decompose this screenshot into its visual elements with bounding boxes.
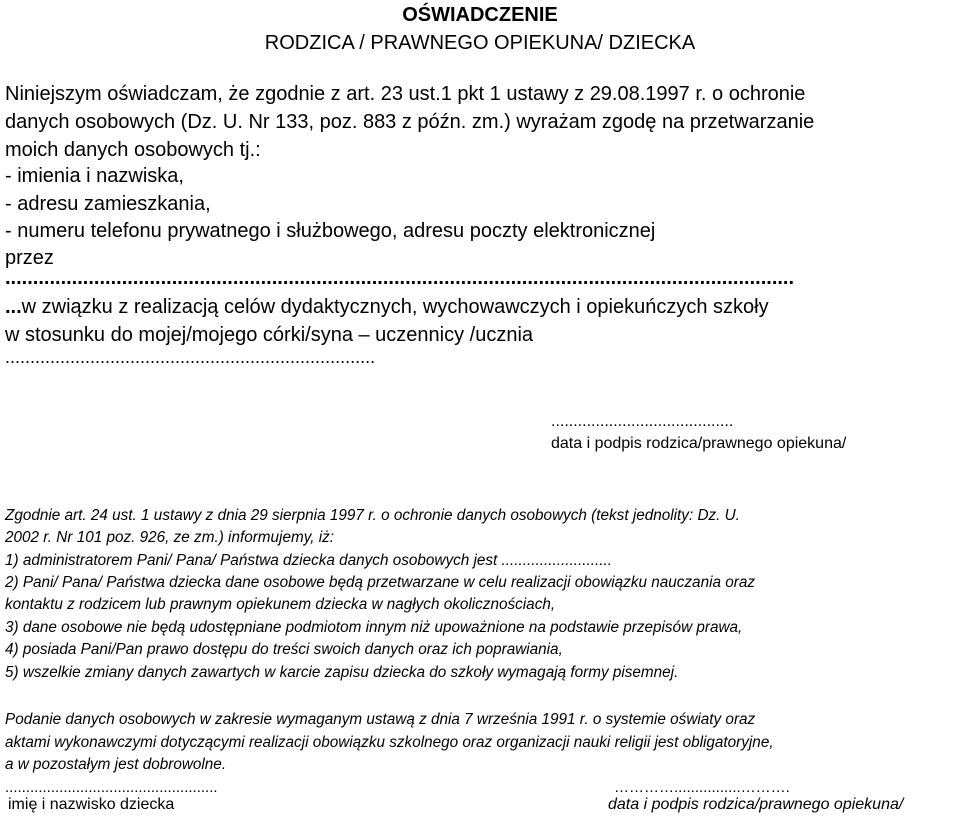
data-item-phone-email: - numeru telefonu prywatnego i służbowego, adresu poczty elektronicznej (5, 220, 656, 242)
info-line-7: 4) posiada Pani/Pan prawo dostępu do treści swoich danych oraz ich poprawiania, (5, 641, 563, 658)
info-line-6: 3) dane osobowe nie będą udostępniane podmiotom innym niż upoważnione na podstawie przepisów prawa, (5, 619, 743, 636)
student-name-dots: .......................................................................... (5, 347, 376, 367)
declaration-line-1: Niniejszym oświadczam, że zgodnie z art. 23 ust.1 pkt 1 ustawy z 29.08.1997 r. o ochronie (5, 83, 806, 105)
data-item-name: - imienia i nazwiska, (5, 165, 184, 187)
fill-in-dots-line: .............................................................................................................................................. (5, 267, 795, 289)
przez-label: przez (5, 247, 54, 269)
child-name-dots: ................................................... (5, 779, 218, 796)
child-name-label: imię i nazwisko dziecka (8, 796, 175, 813)
info-line-1: Zgodnie art. 24 ust. 1 ustawy z dnia 29 sierpnia 1997 r. o ochronie danych osobowych (tekst jednolity: Dz. U. (5, 507, 740, 524)
legal-line-1: Podanie danych osobowych w zakresie wymaganym ustawą z dnia 7 września 1991 r. o systemie oświaty oraz (5, 711, 756, 728)
legal-line-3: a w pozostałym jest dobrowolne. (5, 756, 227, 773)
document-subtitle: RODZICA / PRAWNEGO OPIEKUNA/ DZIECKA (264, 32, 696, 54)
signature-label: data i podpis rodzica/prawnego opiekuna/ (551, 435, 847, 452)
footer-signature-label: data i podpis rodzica/prawnego opiekuna/ (608, 796, 904, 813)
declaration-line-3: moich danych osobowych tj.: (5, 139, 261, 161)
declaration-line-2: danych osobowych (Dz. U. Nr 133, poz. 883 z późn. zm.) wyrażam zgodę na przetwarzanie (5, 111, 815, 133)
info-line-5: kontaktu z rodzicem lub prawnym opiekunem dziecka w nagłych okolicznościach, (5, 596, 556, 613)
signature-dots: ......................................... (551, 413, 734, 430)
purpose-prefix-dots: ... (5, 296, 22, 318)
info-line-3: 1) administratorem Pani/ Pana/ Państwa dziecka danych osobowych jest .......................... (5, 552, 613, 569)
legal-line-2: aktami wykonawczymi dotyczącymi realizacji obowiązku szkolnego oraz organizacji nauki religii jest obligatoryjne, (5, 734, 774, 751)
footer-signature-dots: …………................………. (614, 779, 790, 796)
purpose-line-1 (5, 297, 769, 317)
purpose-line-2: w stosunku do mojej/mojego córki/syna – uczennicy /ucznia (5, 324, 534, 346)
info-line-8: 5) wszelkie zmiany danych zawartych w karcie zapisu dziecka do szkoły wymagają formy pisemnej. (5, 664, 679, 681)
document-title: OŚWIADCZENIE (402, 4, 558, 26)
info-line-2: 2002 r. Nr 101 poz. 926, ze zm.) informujemy, iż: (5, 529, 335, 546)
purpose-text-1: w związku z realizacją celów dydaktycznych, wychowawczych i opiekuńczych szkoły (21, 296, 769, 318)
info-line-4: 2) Pani/ Pana/ Państwa dziecka dane osobowe będą przetwarzane w celu realizacji obowiązku nauczania oraz (5, 574, 755, 591)
data-item-address: - adresu zamieszkania, (5, 193, 211, 215)
